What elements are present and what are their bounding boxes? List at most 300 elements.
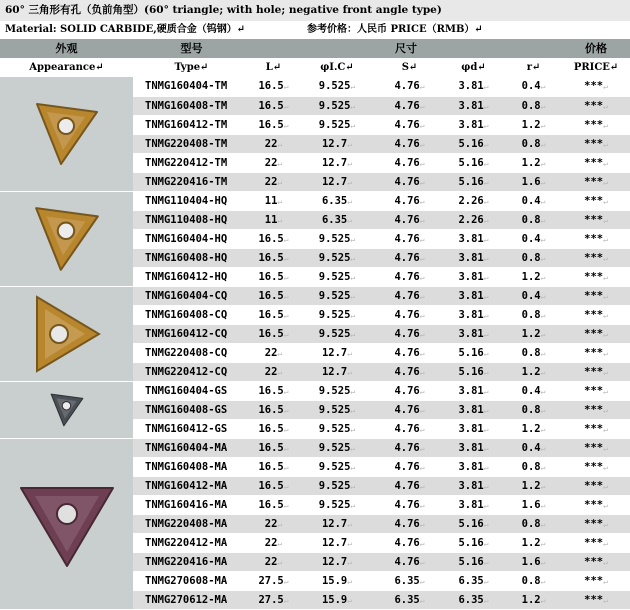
cell-d-value: 3.81 [458, 289, 484, 302]
cell-ic-value: 9.525 [318, 289, 351, 302]
cell-d [442, 267, 505, 286]
cell-l-value: 16.5 [258, 460, 284, 473]
cell-price [562, 286, 630, 305]
cell-ic [297, 305, 377, 324]
cell-l-value: 16.5 [258, 80, 284, 93]
cell-type [133, 172, 250, 191]
cell-price-value: *** [584, 156, 604, 169]
cell-s-value: 4.76 [394, 479, 420, 492]
paragraph-mark-icon: ↵ [483, 329, 489, 339]
cell-r-value: 0.8 [521, 574, 541, 587]
paragraph-mark-icon: ↵ [419, 272, 425, 282]
cell-ic [297, 191, 377, 210]
cell-l [250, 457, 297, 476]
cell-ic-value: 9.525 [318, 498, 351, 511]
cell-type [133, 476, 250, 495]
cell-s-value: 4.76 [394, 327, 420, 340]
cell-r [505, 400, 562, 419]
cell-ic [297, 495, 377, 514]
cell-s [377, 191, 442, 210]
paragraph-mark-icon: ↵ [603, 234, 608, 244]
header-appearance-cn: 外观 [0, 39, 133, 58]
cell-ic-value: 9.525 [318, 80, 351, 93]
paragraph-mark-icon: ↵ [540, 329, 546, 339]
cell-r-value: 1.6 [521, 498, 541, 511]
cell-price-value: *** [584, 346, 604, 359]
cell-ic [297, 438, 377, 457]
cell-l [250, 324, 297, 343]
cell-d-value: 6.35 [458, 574, 484, 587]
paragraph-mark-icon: ↵ [347, 576, 353, 586]
cell-type-value: TNMG160404-TM [145, 80, 228, 93]
paragraph-mark-icon: ↵ [540, 310, 546, 320]
cell-r [505, 248, 562, 267]
cell-type [133, 248, 250, 267]
paragraph-mark-icon: ↵ [483, 272, 489, 282]
paragraph-mark-icon: ↵ [483, 196, 489, 206]
cell-price-value: *** [584, 555, 604, 568]
cell-ic-value: 15.9 [321, 593, 348, 606]
paragraph-mark-icon: ↵ [347, 139, 353, 149]
paragraph-mark-icon: ↵ [419, 424, 425, 434]
cell-r-value: 0.4 [521, 232, 541, 245]
cell-d [442, 210, 505, 229]
insert-tnmg-cq-icon [31, 293, 103, 375]
cell-l [250, 172, 297, 191]
cell-s-value: 4.76 [394, 270, 420, 283]
cell-l [250, 210, 297, 229]
paragraph-mark-icon: ↵ [603, 82, 608, 92]
paragraph-mark-icon: ↵ [277, 177, 283, 187]
cell-l-value: 16.5 [258, 289, 284, 302]
cell-s [377, 514, 442, 533]
paragraph-mark-icon: ↵ [540, 291, 546, 301]
cell-d [442, 286, 505, 305]
cell-type-value: TNMG220416-MA [145, 555, 228, 568]
cell-r [505, 153, 562, 172]
cell-type-value: TNMG220408-TM [145, 137, 228, 150]
cell-ic-value: 9.525 [318, 327, 351, 340]
cell-type-value: TNMG160416-MA [145, 498, 228, 511]
cell-s-value: 4.76 [394, 118, 420, 131]
cell-price-value: *** [584, 536, 604, 549]
cell-type [133, 362, 250, 381]
paragraph-mark-icon: ↵ [350, 329, 356, 339]
cell-type [133, 590, 250, 609]
cell-d [442, 115, 505, 134]
table-row [0, 191, 630, 210]
cell-r-value: 1.2 [521, 422, 541, 435]
cell-ic-value: 12.7 [321, 156, 348, 169]
cell-type [133, 324, 250, 343]
paragraph-mark-icon: ↵ [483, 386, 489, 396]
cell-s [377, 305, 442, 324]
cell-d-value: 5.16 [458, 365, 484, 378]
cell-l [250, 590, 297, 609]
cell-r-value: 1.6 [521, 175, 541, 188]
paragraph-mark-icon: ↵ [540, 462, 546, 472]
cell-price [562, 590, 630, 609]
header-ic: φI.C↵ [297, 58, 377, 77]
cell-ic-value: 12.7 [321, 175, 348, 188]
cell-l [250, 552, 297, 571]
paragraph-mark-icon: ↵ [283, 101, 289, 111]
cell-price-value: *** [584, 327, 604, 340]
paragraph-mark-icon: ↵ [419, 215, 425, 225]
cell-type [133, 96, 250, 115]
reference-price-text: 参考价格：人民币 PRICE（RMB）↵ [307, 24, 483, 35]
cell-type-value: TNMG110404-HQ [145, 194, 228, 207]
paragraph-mark-icon: ↵ [277, 557, 283, 567]
cell-l [250, 476, 297, 495]
cell-price-value: *** [584, 99, 604, 112]
paragraph-mark-icon: ↵ [283, 253, 289, 263]
table-row [0, 286, 630, 305]
cell-s-value: 4.76 [394, 555, 420, 568]
cell-d-value: 5.16 [458, 346, 484, 359]
cell-ic-value: 12.7 [321, 365, 348, 378]
cell-ic-value: 15.9 [321, 574, 348, 587]
header-row-cn [0, 39, 630, 58]
paragraph-mark-icon: ↵ [419, 500, 425, 510]
table-row [0, 77, 630, 96]
paragraph-mark-icon: ↵ [603, 139, 608, 149]
cell-type [133, 115, 250, 134]
cell-l-value: 27.5 [258, 574, 284, 587]
paragraph-mark-icon: ↵ [603, 158, 608, 168]
cell-s [377, 438, 442, 457]
cell-s [377, 77, 442, 96]
cell-s-value: 6.35 [394, 593, 420, 606]
cell-d-value: 5.16 [458, 156, 484, 169]
paragraph-mark-icon: ↵ [603, 576, 608, 586]
cell-r [505, 229, 562, 248]
cell-d [442, 191, 505, 210]
cell-type [133, 495, 250, 514]
paragraph-mark-icon: ↵ [483, 253, 489, 263]
cell-d [442, 381, 505, 400]
paragraph-mark-icon: ↵ [419, 139, 425, 149]
paragraph-mark-icon: ↵ [483, 215, 489, 225]
paragraph-mark-icon: ↵ [603, 519, 608, 529]
paragraph-mark-icon: ↵ [350, 386, 356, 396]
cell-l-value: 22 [264, 175, 278, 188]
paragraph-mark-icon: ↵ [483, 291, 489, 301]
paragraph-mark-icon: ↵ [419, 576, 425, 586]
cell-d [442, 552, 505, 571]
paragraph-mark-icon: ↵ [540, 443, 546, 453]
paragraph-mark-icon: ↵ [419, 253, 425, 263]
cell-type-value: TNMG160412-CQ [145, 327, 228, 340]
cell-type-value: TNMG220408-MA [145, 517, 228, 530]
cell-s [377, 134, 442, 153]
cell-r [505, 210, 562, 229]
cell-r-value: 0.8 [521, 251, 541, 264]
cell-r [505, 533, 562, 552]
cell-type [133, 571, 250, 590]
cell-r-value: 0.8 [521, 213, 541, 226]
paragraph-mark-icon: ↵ [603, 101, 608, 111]
paragraph-mark-icon: ↵ [350, 234, 356, 244]
cell-price-value: *** [584, 118, 604, 131]
cell-d [442, 229, 505, 248]
cell-ic [297, 343, 377, 362]
paragraph-mark-icon: ↵ [483, 139, 489, 149]
cell-l [250, 134, 297, 153]
cell-d [442, 77, 505, 96]
cell-l [250, 286, 297, 305]
cell-ic-value: 9.525 [318, 118, 351, 131]
cell-ic [297, 172, 377, 191]
cell-ic-value: 9.525 [318, 270, 351, 283]
cell-l-value: 16.5 [258, 232, 284, 245]
cell-price-value: *** [584, 574, 604, 587]
cell-l [250, 533, 297, 552]
cell-l [250, 514, 297, 533]
cell-l [250, 571, 297, 590]
cell-s [377, 115, 442, 134]
cell-ic-value: 9.525 [318, 384, 351, 397]
cell-price-value: *** [584, 384, 604, 397]
cell-s [377, 153, 442, 172]
cell-d [442, 495, 505, 514]
paragraph-mark-icon: ↵ [277, 139, 283, 149]
cell-r-value: 1.2 [521, 327, 541, 340]
cell-type-value: TNMG160404-MA [145, 441, 228, 454]
paragraph-mark-icon: ↵ [540, 367, 546, 377]
cell-price [562, 362, 630, 381]
paragraph-mark-icon: ↵ [603, 386, 608, 396]
cell-s [377, 590, 442, 609]
cell-price [562, 305, 630, 324]
cell-ic-value: 9.525 [318, 403, 351, 416]
header-size-cn: 尺寸 [250, 39, 562, 58]
paragraph-mark-icon: ↵ [540, 120, 546, 130]
cell-s [377, 533, 442, 552]
paragraph-mark-icon: ↵ [603, 253, 608, 263]
cell-r-value: 1.2 [521, 118, 541, 131]
cell-price [562, 495, 630, 514]
paragraph-mark-icon: ↵ [419, 405, 425, 415]
paragraph-mark-icon: ↵ [540, 538, 546, 548]
cell-price-value: *** [584, 422, 604, 435]
paragraph-mark-icon: ↵ [347, 519, 353, 529]
cell-ic [297, 210, 377, 229]
paragraph-mark-icon: ↵ [483, 538, 489, 548]
cell-l-value: 22 [264, 517, 278, 530]
cell-type-value: TNMG160408-CQ [145, 308, 228, 321]
cell-s-value: 4.76 [394, 156, 420, 169]
header-s: S↵ [377, 58, 442, 77]
cell-price [562, 552, 630, 571]
insert-tnmg-gs-icon [43, 391, 91, 429]
cell-ic [297, 96, 377, 115]
paragraph-mark-icon: ↵ [483, 101, 489, 111]
cell-type [133, 552, 250, 571]
cell-l-value: 22 [264, 555, 278, 568]
paragraph-mark-icon: ↵ [483, 348, 489, 358]
cell-price-value: *** [584, 460, 604, 473]
paragraph-mark-icon: ↵ [419, 101, 425, 111]
paragraph-mark-icon: ↵ [277, 348, 283, 358]
paragraph-mark-icon: ↵ [483, 576, 489, 586]
cell-s [377, 343, 442, 362]
paragraph-mark-icon: ↵ [347, 595, 353, 605]
cell-type-value: TNMG110408-HQ [145, 213, 228, 226]
cell-type [133, 134, 250, 153]
cell-type [133, 77, 250, 96]
paragraph-mark-icon: ↵ [483, 481, 489, 491]
cell-price [562, 210, 630, 229]
paragraph-mark-icon: ↵ [419, 177, 425, 187]
cell-ic [297, 229, 377, 248]
cell-d [442, 457, 505, 476]
paragraph-mark-icon: ↵ [603, 310, 608, 320]
paragraph-mark-icon: ↵ [350, 291, 356, 301]
cell-l-value: 16.5 [258, 498, 284, 511]
cell-price-value: *** [584, 137, 604, 150]
cell-type [133, 305, 250, 324]
cell-price [562, 533, 630, 552]
cell-s-value: 4.76 [394, 517, 420, 530]
cell-ic [297, 590, 377, 609]
paragraph-mark-icon: ↵ [283, 462, 289, 472]
paragraph-mark-icon: ↵ [283, 234, 289, 244]
paragraph-mark-icon: ↵ [350, 462, 356, 472]
appearance-cell [0, 286, 133, 381]
cell-d-value: 3.81 [458, 403, 484, 416]
paragraph-mark-icon: ↵ [277, 367, 283, 377]
cell-d [442, 172, 505, 191]
cell-r [505, 362, 562, 381]
cell-r-value: 0.8 [521, 137, 541, 150]
paragraph-mark-icon: ↵ [483, 82, 489, 92]
cell-d-value: 6.35 [458, 593, 484, 606]
cell-type [133, 210, 250, 229]
paragraph-mark-icon: ↵ [277, 538, 283, 548]
cell-price-value: *** [584, 175, 604, 188]
paragraph-mark-icon: ↵ [603, 291, 608, 301]
cell-price [562, 153, 630, 172]
paragraph-mark-icon: ↵ [540, 500, 546, 510]
cell-l-value: 11 [264, 213, 278, 226]
cell-price [562, 381, 630, 400]
cell-price-value: *** [584, 403, 604, 416]
paragraph-mark-icon: ↵ [540, 481, 546, 491]
cell-price [562, 172, 630, 191]
cell-d-value: 3.81 [458, 441, 484, 454]
cell-d-value: 3.81 [458, 422, 484, 435]
cell-s-value: 4.76 [394, 232, 420, 245]
paragraph-mark-icon: ↵ [483, 120, 489, 130]
cell-type [133, 533, 250, 552]
cell-type-value: TNMG220408-CQ [145, 346, 228, 359]
paragraph-mark-icon: ↵ [419, 462, 425, 472]
cell-price-value: *** [584, 270, 604, 283]
cell-price-value: *** [584, 308, 604, 321]
cell-l [250, 305, 297, 324]
cell-type [133, 514, 250, 533]
paragraph-mark-icon: ↵ [419, 291, 425, 301]
appearance-cell [0, 191, 133, 286]
paragraph-mark-icon: ↵ [483, 557, 489, 567]
cell-price-value: *** [584, 479, 604, 492]
cell-type [133, 286, 250, 305]
cell-ic-value: 9.525 [318, 441, 351, 454]
paragraph-mark-icon: ↵ [603, 500, 608, 510]
cell-s-value: 4.76 [394, 365, 420, 378]
cell-r [505, 343, 562, 362]
cell-ic-value: 6.35 [321, 194, 348, 207]
cell-price [562, 248, 630, 267]
cell-r-value: 0.8 [521, 346, 541, 359]
paragraph-mark-icon: ↵ [483, 310, 489, 320]
paragraph-mark-icon: ↵ [540, 215, 546, 225]
paragraph-mark-icon: ↵ [483, 424, 489, 434]
paragraph-mark-icon: ↵ [347, 557, 353, 567]
paragraph-mark-icon: ↵ [603, 329, 608, 339]
cell-l [250, 96, 297, 115]
paragraph-mark-icon: ↵ [347, 177, 353, 187]
appearance-cell [0, 438, 133, 609]
cell-s [377, 267, 442, 286]
cell-ic-value: 9.525 [318, 479, 351, 492]
paragraph-mark-icon: ↵ [350, 82, 356, 92]
paragraph-mark-icon: ↵ [540, 595, 546, 605]
cell-ic [297, 324, 377, 343]
cell-l-value: 16.5 [258, 251, 284, 264]
cell-ic [297, 476, 377, 495]
cell-type [133, 381, 250, 400]
cell-s-value: 4.76 [394, 422, 420, 435]
cell-price [562, 457, 630, 476]
cell-ic [297, 362, 377, 381]
cell-l [250, 267, 297, 286]
cell-r [505, 514, 562, 533]
paragraph-mark-icon: ↵ [540, 386, 546, 396]
cell-l [250, 419, 297, 438]
cell-l-value: 16.5 [258, 403, 284, 416]
cell-ic [297, 419, 377, 438]
cell-s-value: 4.76 [394, 346, 420, 359]
cell-s [377, 419, 442, 438]
cell-ic-value: 12.7 [321, 555, 348, 568]
cell-ic [297, 381, 377, 400]
cell-s-value: 4.76 [394, 441, 420, 454]
cell-ic-value: 12.7 [321, 346, 348, 359]
header-l: L↵ [250, 58, 297, 77]
paragraph-mark-icon: ↵ [483, 443, 489, 453]
cell-price-value: *** [584, 517, 604, 530]
paragraph-mark-icon: ↵ [483, 500, 489, 510]
cell-ic-value: 9.525 [318, 99, 351, 112]
paragraph-mark-icon: ↵ [419, 158, 425, 168]
cell-type [133, 400, 250, 419]
cell-l [250, 115, 297, 134]
paragraph-mark-icon: ↵ [540, 405, 546, 415]
cell-r-value: 1.2 [521, 270, 541, 283]
cell-price-value: *** [584, 213, 604, 226]
paragraph-mark-icon: ↵ [603, 215, 608, 225]
paragraph-mark-icon: ↵ [277, 519, 283, 529]
cell-d [442, 533, 505, 552]
paragraph-mark-icon: ↵ [603, 595, 608, 605]
cell-s-value: 4.76 [394, 137, 420, 150]
cell-r [505, 267, 562, 286]
paragraph-mark-icon: ↵ [419, 120, 425, 130]
cell-type [133, 438, 250, 457]
cell-r [505, 96, 562, 115]
